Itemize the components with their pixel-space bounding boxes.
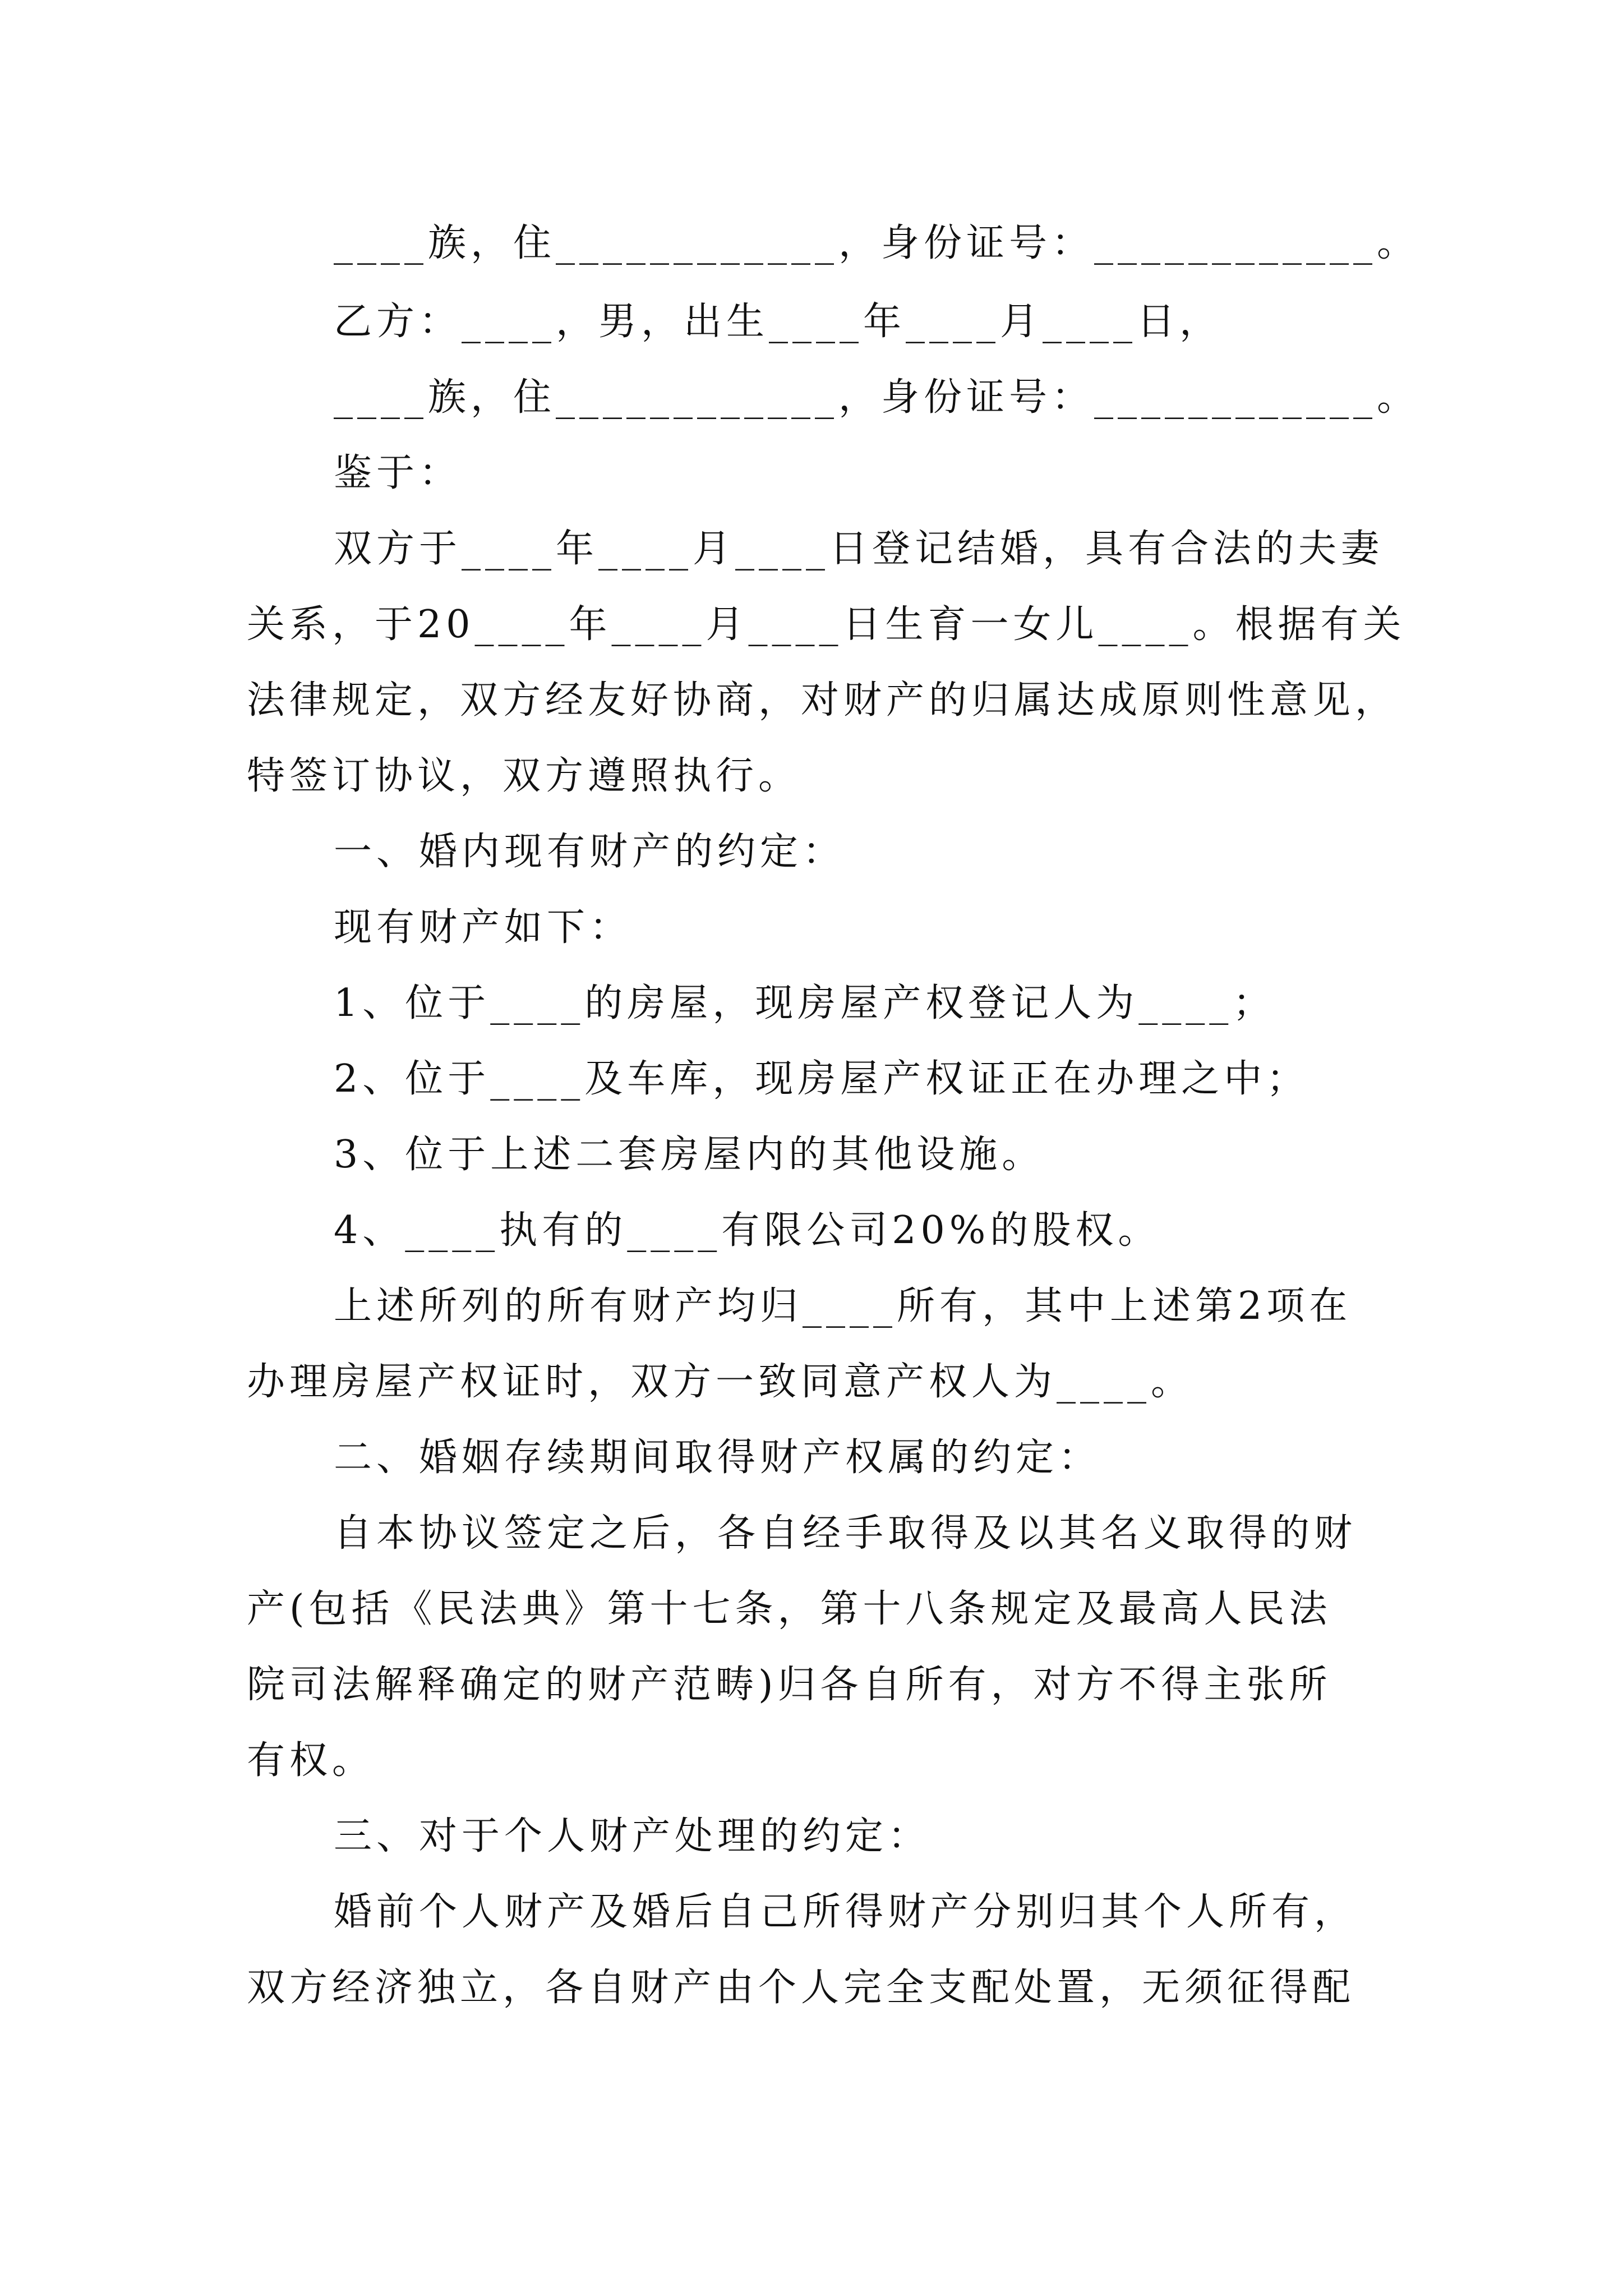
list-item: 2、位于____及车库，现房屋产权证正在办理之中；	[334, 1057, 1310, 1101]
text-line: 乙方：____，男，出生____年____月____日，	[334, 300, 1223, 344]
text-line: 现有财产如下：	[334, 905, 633, 950]
section-heading: 一、婚内现有财产的约定：	[334, 830, 846, 874]
text-line: ____族，住____________，身份证号：____________。	[334, 221, 1420, 265]
text-line: 鉴于：	[334, 451, 462, 495]
text-line: 有权。	[247, 1738, 375, 1783]
section-heading: 二、婚姻存续期间取得财产权属的约定：	[334, 1435, 1101, 1480]
text-line: ____族，住____________，身份证号：____________。	[334, 375, 1420, 420]
text-line: 法律规定，双方经友好协商，对财产的归属达成原则性意见，	[247, 678, 1398, 723]
section-heading: 三、对于个人财产处理的约定：	[334, 1814, 931, 1858]
text-line: 双方于____年____月____日登记结婚，具有合法的夫妻	[334, 527, 1384, 571]
text-line: 双方经济独立，各自财产由个人完全支配处置，无须征得配	[247, 1966, 1355, 2010]
text-line: 特签订协议，双方遵照执行。	[247, 754, 801, 798]
text-line: 院司法解释确定的财产范畴)归各自所有，对方不得主张所	[247, 1663, 1332, 1707]
text-line: 上述所列的所有财产均归____所有，其中上述第2项在	[334, 1284, 1352, 1328]
list-item: 1、位于____的房屋，现房屋产权登记人为____；	[334, 981, 1276, 1025]
list-item: 4、____执有的____有限公司20%的股权。	[334, 1208, 1161, 1253]
text-line: 办理房屋产权证时，双方一致同意产权人为____。	[247, 1360, 1194, 1404]
text-line: 婚前个人财产及婚后自己所得财产分别归其个人所有，	[334, 1890, 1357, 1934]
text-line: 关系，于20____年____月____日生育一女儿____。根据有关	[247, 602, 1406, 647]
text-line: 自本协议签定之后，各自经手取得及以其名义取得的财	[334, 1511, 1357, 1556]
list-item: 3、位于上述二套房屋内的其他设施。	[334, 1133, 1045, 1177]
text-line: 产(包括《民法典》第十七条，第十八条规定及最高人民法	[247, 1587, 1332, 1631]
